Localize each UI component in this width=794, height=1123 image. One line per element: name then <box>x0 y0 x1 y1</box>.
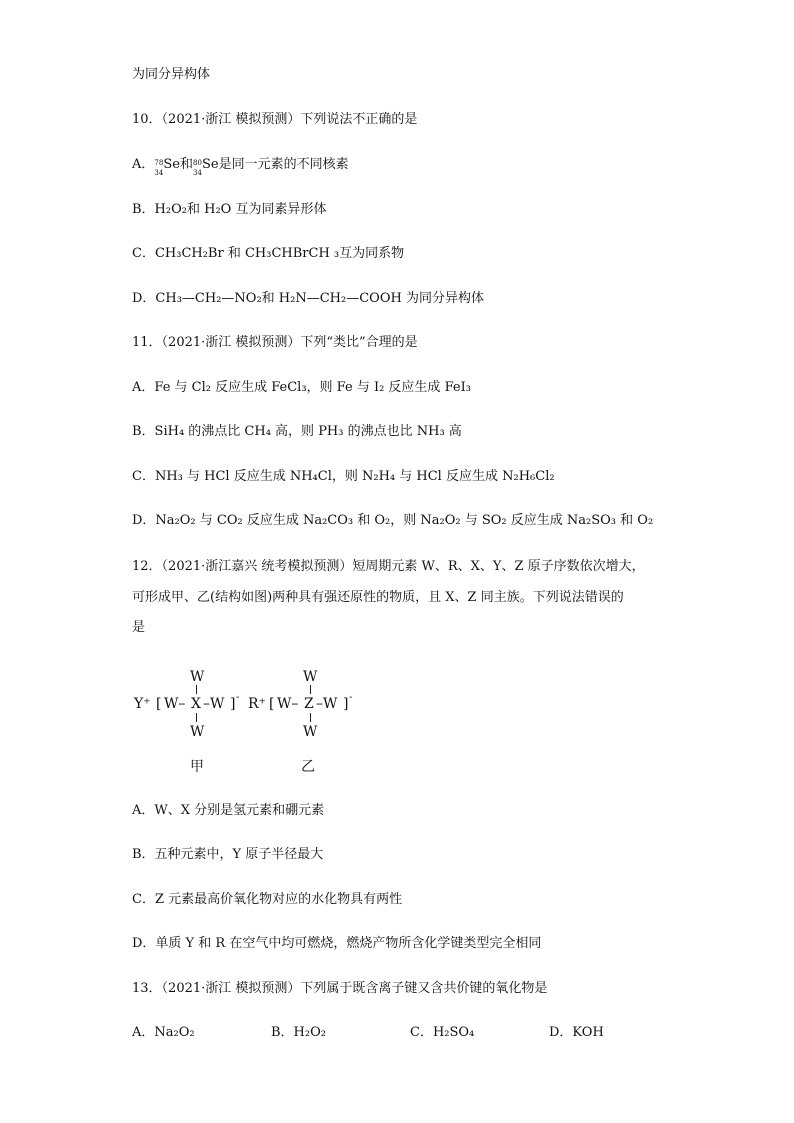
jia-left-w: W– <box>164 696 186 712</box>
yi-charge: - <box>349 692 353 703</box>
q11-stem: 11．（2021·浙江 模拟预测）下列“类比”合理的是 <box>132 335 418 350</box>
q12-option-a: A．W、X 分别是氢元素和硼元素 <box>132 803 325 818</box>
atomic-number: 34 <box>154 169 164 177</box>
jia-bracket-close: ] <box>230 696 236 712</box>
yi-label: 乙 <box>301 759 315 775</box>
yi-bracket-open: [ <box>269 696 275 712</box>
jia-top-w: W <box>190 669 205 685</box>
jia-right-w: –W <box>203 696 225 712</box>
jia-bottom-bond <box>196 713 197 722</box>
q13-option-d: D．KOH <box>549 1025 604 1040</box>
q10-option-a <box>132 156 349 177</box>
q11-option-b: B．SiH₄ 的沸点比 CH₄ 高，则 PH₃ 的沸点也比 NH₃ 高 <box>132 424 462 439</box>
continuation-text: 为同分异构体 <box>132 67 211 82</box>
q12-stem-line-3: 是 <box>132 620 146 635</box>
yi-top-w: W <box>303 669 318 685</box>
jia-bottom-w: W <box>190 724 205 740</box>
jia-bracket-open: [ <box>156 696 162 712</box>
q10-option-c: C．CH₃CH₂Br 和 CH₃CHBrCH ₃互为同系物 <box>132 246 405 261</box>
q10-option-a-prefix: A． <box>132 157 155 172</box>
q10-option-d: D．CH₃—CH₂—NO₂和 H₂N—CH₂—COOH 为同分异构体 <box>132 291 484 306</box>
yi-center-atom: Z <box>304 696 314 712</box>
q10-stem: 10．（2021·浙江 模拟预测）下列说法不正确的是 <box>132 112 418 127</box>
jia-label: 甲 <box>190 759 204 775</box>
q13-option-a: A．Na₂O₂ <box>132 1025 195 1040</box>
q13-option-b: B．H₂O₂ <box>271 1025 326 1040</box>
element-symbol: Se <box>163 157 180 172</box>
q12-stem-line-2: 可形成甲、乙(结构如图)两种具有强还原性的物质，且 X、Z 同主族。下列说法错误的 <box>132 590 624 605</box>
q12-option-d: D．单质 Y 和 R 在空气中均可燃烧，燃烧产物所含化学键类型完全相同 <box>132 936 542 951</box>
q11-option-a: A．Fe 与 Cl₂ 反应生成 FeCl₃，则 Fe 与 I₂ 反应生成 FeI₃ <box>132 380 471 395</box>
q12-option-c: C．Z 元素最高价氧化物对应的水化物具有两性 <box>132 892 403 907</box>
jia-center-atom: X <box>191 696 201 712</box>
q10-isotope-2-numbers <box>193 156 202 177</box>
q12-stem-line-1: 12．（2021·浙江嘉兴 统考模拟预测）短周期元素 W、R、X、Y、Z 原子序数依次增大， <box>132 559 645 574</box>
yi-top-bond <box>310 685 311 694</box>
mass-number: 80 <box>193 159 202 167</box>
element-symbol: Se <box>202 157 219 172</box>
mass-number: 78 <box>154 159 164 167</box>
atomic-number: 34 <box>193 169 202 177</box>
yi-bottom-bond <box>310 713 311 722</box>
jia-charge: - <box>236 692 240 703</box>
jia-top-bond <box>196 685 197 694</box>
q11-option-c: C．NH₃ 与 HCl 反应生成 NH₄Cl，则 N₂H₄ 与 HCl 反应生成 N₂H₆Cl₂ <box>132 469 555 484</box>
yi-right-w: –W <box>316 696 338 712</box>
q10-option-b: B．H₂O₂和 H₂O 互为同素异形体 <box>132 202 327 217</box>
jia-cation: Y⁺ <box>134 696 151 712</box>
q13-option-c: C．H₂SO₄ <box>410 1025 475 1040</box>
q10-isotope-1-numbers <box>154 156 164 177</box>
yi-bracket-close: ] <box>343 696 349 712</box>
q13-stem: 13．（2021·浙江 模拟预测）下列属于既含离子键又含共价键的氧化物是 <box>132 981 548 996</box>
yi-bottom-w: W <box>303 724 318 740</box>
q12-option-b: B．五种元素中，Y 原子半径最大 <box>132 847 324 862</box>
yi-cation: R⁺ <box>248 696 266 712</box>
yi-left-w: W– <box>277 696 299 712</box>
q10-option-a-connector: 和 <box>180 157 194 172</box>
q10-option-a-tail: 是同一元素的不同核素 <box>218 157 349 172</box>
q11-option-d: D．Na₂O₂ 与 CO₂ 反应生成 Na₂CO₃ 和 O₂，则 Na₂O₂ 与 SO₂ 反应生成 Na₂SO₃ 和 O₂ <box>132 513 654 528</box>
